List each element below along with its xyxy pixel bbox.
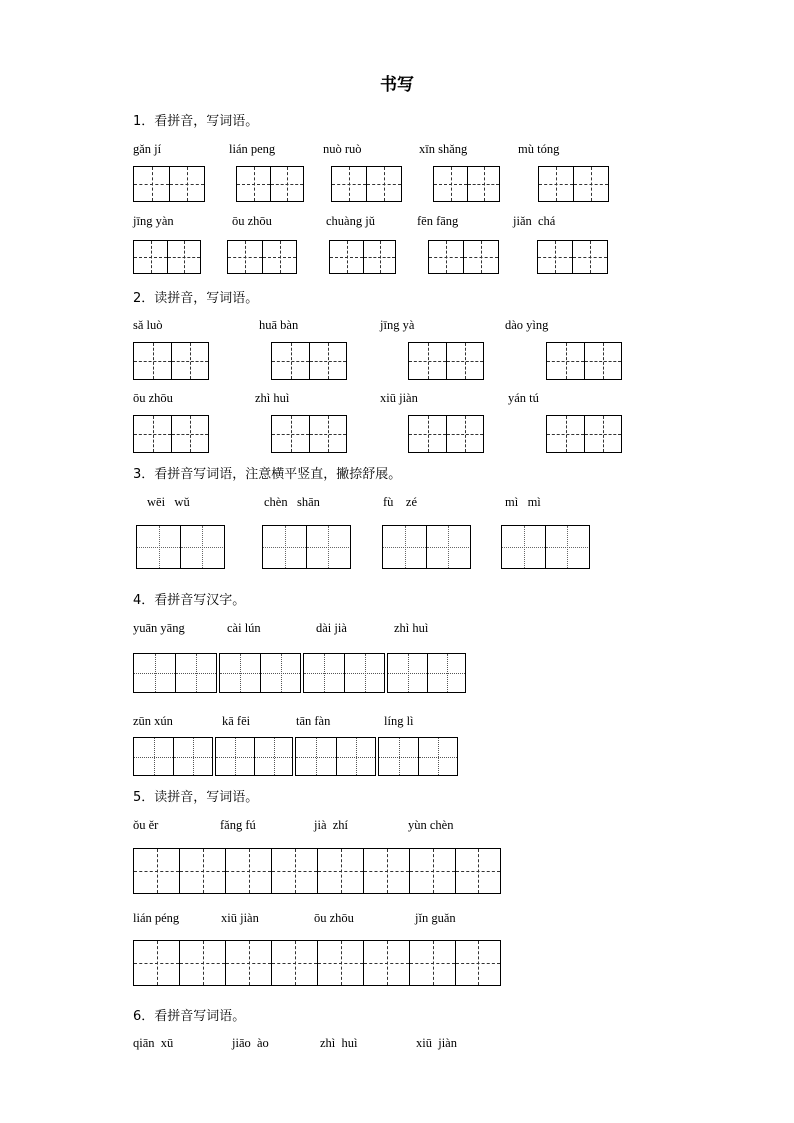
pinyin-label: lián peng: [229, 142, 276, 156]
pinyin-label: wēi wǔ: [147, 495, 190, 509]
writing-grid[interactable]: [219, 653, 301, 693]
writing-grid[interactable]: [136, 525, 225, 569]
pinyin-label: xiū jiàn: [416, 1036, 457, 1050]
pinyin-label: fù zé: [383, 495, 418, 509]
pinyin-label: xīn shǎng: [419, 142, 468, 156]
pinyin-label: xiū jiàn: [380, 391, 418, 405]
question-4-label: 4．看拼音写汉字。: [133, 593, 246, 608]
writing-grid[interactable]: [133, 848, 501, 894]
writing-grid[interactable]: [538, 166, 609, 202]
writing-grid[interactable]: [133, 940, 501, 986]
writing-grid[interactable]: [262, 525, 351, 569]
writing-grid[interactable]: [378, 737, 458, 776]
pinyin-label: fēn fāng: [417, 214, 459, 228]
writing-grid[interactable]: [331, 166, 402, 202]
writing-grid[interactable]: [133, 240, 201, 274]
pinyin-label: gǎn jí: [133, 142, 162, 156]
pinyin-label: fǎng fú: [220, 818, 256, 832]
pinyin-label: huā bàn: [259, 318, 299, 332]
writing-grid[interactable]: [295, 737, 376, 776]
pinyin-label: ōu zhōu: [314, 911, 354, 925]
writing-grid[interactable]: [133, 166, 205, 202]
pinyin-label: zhì huì: [255, 391, 290, 405]
pinyin-label: jīng yàn: [133, 214, 174, 228]
pinyin-label: chuàng jǔ: [326, 214, 375, 228]
pinyin-label: yuān yāng: [133, 621, 185, 635]
writing-grid[interactable]: [382, 525, 471, 569]
pinyin-label: dào yìng: [505, 318, 549, 332]
writing-grid[interactable]: [428, 240, 499, 274]
writing-grid[interactable]: [501, 525, 590, 569]
writing-grid[interactable]: [537, 240, 608, 274]
pinyin-label: ōu zhōu: [133, 391, 173, 405]
question-1-label: 1．看拼音，写词语。: [133, 114, 259, 129]
pinyin-label: mù tóng: [518, 142, 560, 156]
pinyin-label: jiāo ào: [232, 1036, 269, 1050]
pinyin-label: cài lún: [227, 621, 261, 635]
pinyin-label: ǒu ěr: [133, 818, 159, 832]
pinyin-label: yán tú: [508, 391, 539, 405]
pinyin-label: lián péng: [133, 911, 180, 925]
pinyin-label: mì mì: [505, 495, 541, 509]
writing-grid[interactable]: [215, 737, 293, 776]
pinyin-label: tān fàn: [296, 714, 331, 728]
writing-grid[interactable]: [387, 653, 466, 693]
pinyin-label: sǎ luò: [133, 318, 163, 332]
pinyin-label: jiǎn chá: [513, 214, 556, 228]
writing-grid[interactable]: [408, 342, 484, 380]
pinyin-label: jǐn guǎn: [415, 911, 456, 925]
pinyin-label: qiān xū: [133, 1036, 174, 1050]
pinyin-label: xiū jiàn: [221, 911, 259, 925]
question-3-label: 3．看拼音写词语，注意横平竖直，撇捺舒展。: [133, 467, 402, 482]
writing-grid[interactable]: [546, 415, 622, 453]
pinyin-label: nuò ruò: [323, 142, 362, 156]
question-6-label: 6．看拼音写词语。: [133, 1009, 246, 1024]
writing-grid[interactable]: [133, 653, 217, 693]
writing-grid[interactable]: [133, 415, 209, 453]
pinyin-label: ōu zhōu: [232, 214, 272, 228]
page-title: 书写: [380, 75, 414, 95]
writing-grid[interactable]: [227, 240, 297, 274]
pinyin-label: zūn xún: [133, 714, 173, 728]
pinyin-label: zhì huì: [320, 1036, 358, 1050]
pinyin-label: yùn chèn: [408, 818, 454, 832]
writing-grid[interactable]: [329, 240, 396, 274]
question-2-label: 2．读拼音，写词语。: [133, 291, 259, 306]
writing-grid[interactable]: [271, 342, 347, 380]
writing-grid[interactable]: [236, 166, 304, 202]
question-5-label: 5．读拼音，写词语。: [133, 790, 259, 805]
writing-grid[interactable]: [133, 342, 209, 380]
pinyin-label: jià zhí: [314, 818, 349, 832]
pinyin-label: líng lì: [384, 714, 414, 728]
pinyin-label: zhì huì: [394, 621, 429, 635]
writing-grid[interactable]: [408, 415, 484, 453]
writing-grid[interactable]: [433, 166, 500, 202]
pinyin-label: chèn shān: [264, 495, 320, 509]
writing-grid[interactable]: [271, 415, 347, 453]
writing-grid[interactable]: [133, 737, 213, 776]
writing-grid[interactable]: [546, 342, 622, 380]
pinyin-label: kā fēi: [222, 714, 251, 728]
writing-grid[interactable]: [303, 653, 385, 693]
pinyin-label: dài jià: [316, 621, 347, 635]
pinyin-label: jīng yà: [380, 318, 415, 332]
